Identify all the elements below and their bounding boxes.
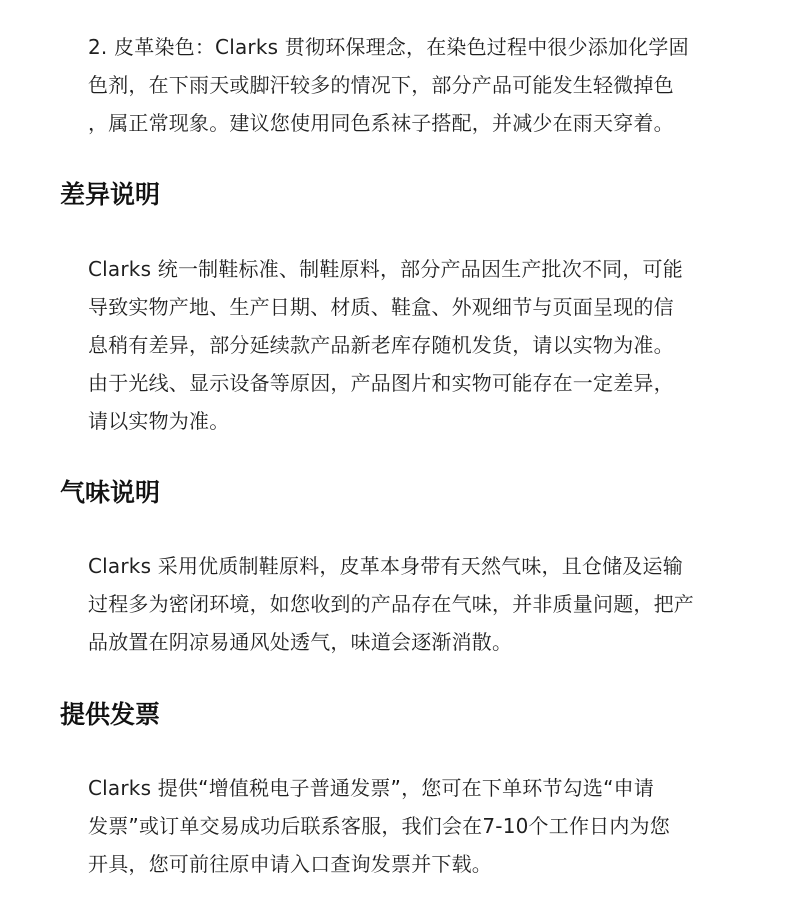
paragraph-line: ，属正常现象。建议您使用同色系袜子搭配，并减少在雨天穿着。 (88, 111, 674, 135)
section-heading-odor: 气味说明 (60, 478, 161, 507)
paragraph-line: 由于光线、显示设备等原因，产品图片和实物可能存在一定差异， (88, 371, 674, 395)
paragraph-line: 2. 皮革染色：Clarks 贯彻环保理念，在染色过程中很少添加化学固 (88, 35, 689, 59)
invoice-paragraph (88, 769, 738, 883)
paragraph-line: 请以实物为准。 (88, 409, 230, 433)
dyeing-note-paragraph (88, 28, 738, 142)
paragraph-line: 导致实物产地、生产日期、材质、鞋盒、外观细节与页面呈现的信 (88, 295, 674, 319)
section-heading-difference: 差异说明 (60, 180, 161, 209)
section-heading-invoice: 提供发票 (60, 700, 161, 729)
difference-paragraph (88, 250, 738, 440)
odor-paragraph (88, 547, 738, 661)
paragraph-line: 过程多为密闭环境，如您收到的产品存在气味，并非质量问题，把产 (88, 592, 694, 616)
paragraph-line: 发票”或订单交易成功后联系客服，我们会在7-10个工作日内为您 (88, 814, 670, 838)
paragraph-line: Clarks 采用优质制鞋原料，皮革本身带有天然气味，且仓储及运输 (88, 554, 683, 578)
paragraph-line: 色剂，在下雨天或脚汗较多的情况下，部分产品可能发生轻微掉色 (88, 73, 674, 97)
paragraph-line: Clarks 统一制鞋标准、制鞋原料，部分产品因生产批次不同，可能 (88, 257, 683, 281)
paragraph-line: 开具，您可前往原申请入口查询发票并下载。 (88, 852, 492, 876)
paragraph-line: 品放置在阴凉易通风处透气，味道会逐渐消散。 (88, 630, 513, 654)
paragraph-line: 息稍有差异，部分延续款产品新老库存随机发货，请以实物为准。 (88, 333, 674, 357)
paragraph-line: Clarks 提供“增值税电子普通发票”，您可在下单环节勾选“申请 (88, 776, 655, 800)
